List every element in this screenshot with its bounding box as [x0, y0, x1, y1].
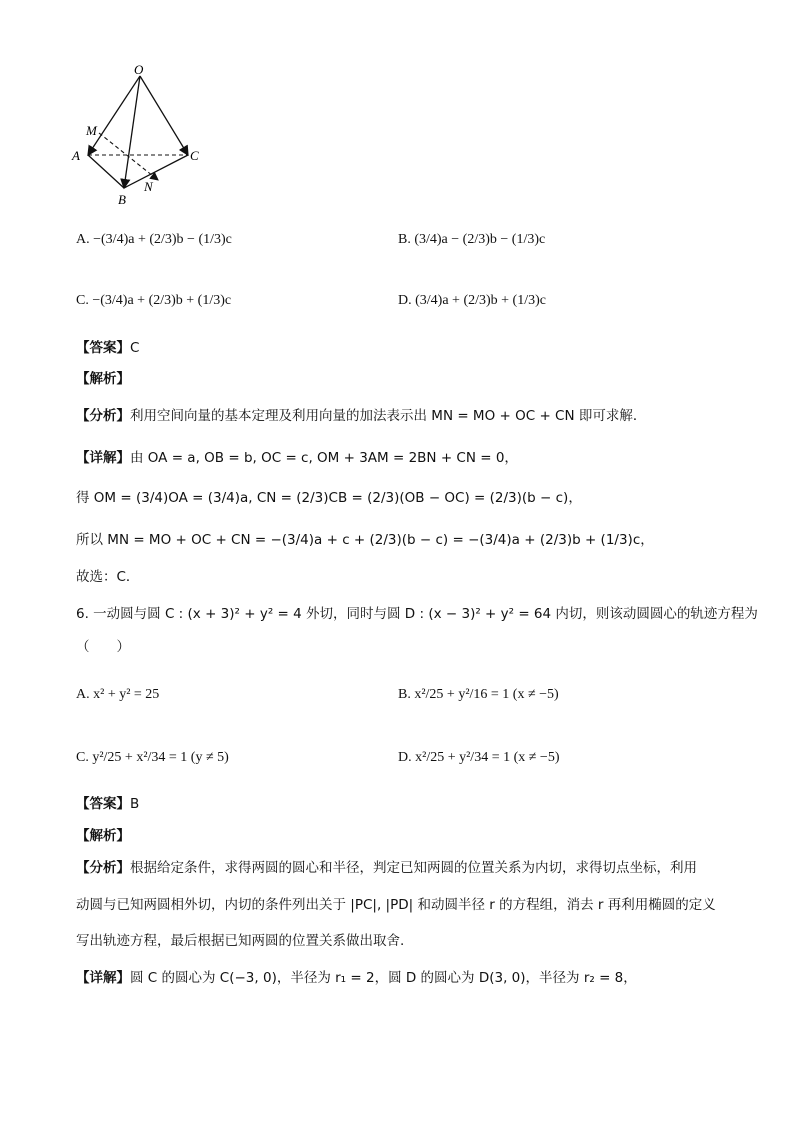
q5-detail-3	[76, 530, 654, 550]
q5-fenxi	[76, 406, 646, 426]
q6-stem	[76, 604, 758, 624]
q5-option-c	[76, 291, 231, 311]
fenxi-text: 利用空间向量的基本定理及利用向量的加法表示出 MN = MO + OC + CN 即可求解．	[130, 408, 647, 424]
fenxi-text: 写出轨迹方程，最后根据已知两圆的位置关系做出取舍.	[76, 933, 405, 949]
option-label: B.	[398, 687, 411, 702]
detail-text: 圆 C 的圆心为 C(−3, 0)，半径为 r₁ = 2，圆 D 的圆心为 D(3, 0)，半径为 r₂ = 8，	[130, 970, 637, 986]
q5-conclusion	[76, 567, 139, 587]
q5-analysis-tag	[76, 369, 130, 389]
option-label: C.	[76, 293, 89, 308]
detail-tag: 【详解】	[76, 450, 130, 466]
q6-fenxi-2	[76, 895, 716, 915]
q6-detail-1	[76, 968, 637, 988]
label-B: B	[118, 192, 126, 207]
answer-tag: 【答案】	[76, 340, 130, 356]
option-expr: −(3/4)a + (2/3)b − (1/3)c	[93, 232, 232, 247]
option-label: B.	[398, 232, 411, 247]
q5-detail-1	[76, 448, 518, 468]
option-expr: x²/25 + y²/16 = 1 (x ≠ −5)	[414, 687, 559, 702]
analysis-tag: 【解析】	[76, 371, 130, 387]
q6-fenxi-3	[76, 931, 404, 951]
answer-paren: （ ）	[76, 639, 130, 655]
q6-answer	[76, 794, 139, 814]
analysis-tag: 【解析】	[76, 828, 130, 844]
q6-fenxi-1	[76, 858, 697, 878]
option-expr: x² + y² = 25	[93, 687, 160, 702]
stem-text: 6. 一动圆与圆 C : (x + 3)² + y² = 4 外切，同时与圆 D : (x − 3)² + y² = 64 内切，则该动圆圆心的轨迹方程为	[76, 606, 758, 622]
label-A: A	[72, 148, 80, 163]
q6-paren	[76, 637, 130, 657]
label-N: N	[144, 179, 153, 194]
option-expr: −(3/4)a + (2/3)b + (1/3)c	[92, 293, 232, 308]
answer-value: C	[130, 340, 140, 356]
q6-option-d	[398, 748, 560, 768]
tetrahedron-figure	[70, 58, 210, 208]
label-O: O	[134, 62, 144, 77]
fenxi-tag: 【分析】	[76, 408, 130, 424]
q6-option-b	[398, 685, 559, 705]
option-label: A.	[76, 687, 90, 702]
detail-text: 得 OM = (3/4)OA = (3/4)a, CN = (2/3)CB = (2/3)(OB − OC) = (2/3)(b − c)，	[76, 490, 582, 506]
option-label: A.	[76, 232, 90, 247]
edge-OC	[140, 76, 188, 155]
label-C: C	[190, 148, 199, 163]
detail-tag: 【详解】	[76, 970, 130, 986]
fenxi-text: 动圆与已知两圆相外切，内切的条件列出关于 |PC|, |PD| 和动圆半径 r 的方程组，消去 r 再利用椭圆的定义	[76, 897, 716, 913]
q5-detail-2	[76, 488, 582, 508]
q5-option-a	[76, 230, 232, 250]
option-expr: x²/25 + y²/34 = 1 (x ≠ −5)	[415, 750, 560, 765]
edge-AB	[88, 155, 124, 188]
q5-answer	[76, 338, 139, 358]
answer-value: B	[130, 796, 140, 812]
q5-option-d	[398, 291, 546, 311]
edge-OA	[88, 76, 140, 155]
edge-OB	[124, 76, 140, 188]
q5-option-b	[398, 230, 545, 250]
q6-option-c	[76, 748, 229, 768]
detail-text: 由 OA = a, OB = b, OC = c, OM + 3AM = 2BN + CN = 0，	[130, 450, 518, 466]
conclusion-text: 故选：C．	[76, 569, 140, 585]
q6-analysis-tag	[76, 826, 130, 846]
fenxi-text: 根据给定条件，求得两圆的圆心和半径，判定已知两圆的位置关系为内切，求得切点坐标，利用	[130, 860, 697, 876]
detail-text: 所以 MN = MO + OC + CN = −(3/4)a + c + (2/3)(b − c) = −(3/4)a + (2/3)b + (1/3)c，	[76, 532, 654, 548]
option-label: C.	[76, 750, 89, 765]
option-expr: (3/4)a + (2/3)b + (1/3)c	[415, 293, 546, 308]
label-M: M	[86, 123, 97, 138]
option-label: D.	[398, 293, 412, 308]
fenxi-tag: 【分析】	[76, 860, 130, 876]
option-expr: (3/4)a − (2/3)b − (1/3)c	[414, 232, 546, 247]
q6-option-a	[76, 685, 159, 705]
answer-tag: 【答案】	[76, 796, 130, 812]
option-expr: y²/25 + x²/34 = 1 (y ≠ 5)	[92, 750, 229, 765]
option-label: D.	[398, 750, 412, 765]
